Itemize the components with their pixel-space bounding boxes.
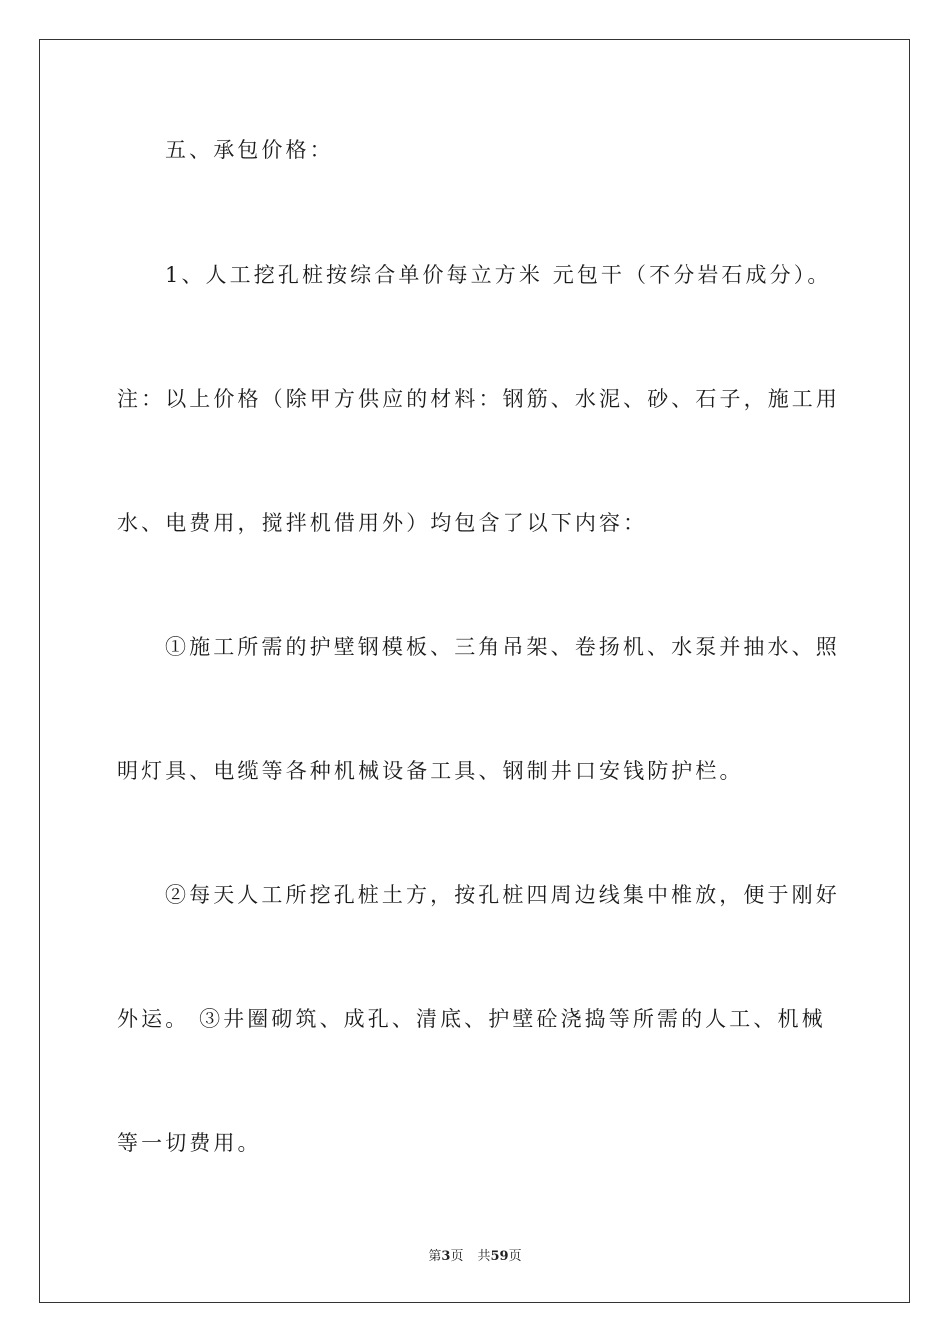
section-heading: 五、承包价格： xyxy=(165,138,334,162)
page-suffix: 页 xyxy=(450,1249,464,1264)
paragraph-line: 明灯具、电缆等各种机械设备工具、钢制井口安钱防护栏。 xyxy=(117,759,744,783)
paragraph-line: ①施工所需的护壁钢模板、三角吊架、卷扬机、水泵并抽水、照 xyxy=(165,635,840,659)
page-footer xyxy=(0,1248,950,1266)
paragraph-line: 等一切费用。 xyxy=(117,1131,262,1155)
total-pages: 59 xyxy=(490,1249,509,1264)
total-suffix: 页 xyxy=(508,1249,522,1264)
page-number: 3 xyxy=(441,1249,451,1264)
paragraph-line: 注：以上价格（除甲方供应的材料：钢筋、水泥、砂、石子，施工用 xyxy=(117,387,840,411)
page-prefix: 第 xyxy=(428,1249,442,1264)
paragraph-line: 水、电费用，搅拌机借用外）均包含了以下内容： xyxy=(117,511,648,535)
paragraph-line: 外运。 ③井圈砌筑、成孔、清底、护壁砼浇捣等所需的人工、机械 xyxy=(117,1007,826,1031)
total-prefix: 共 xyxy=(477,1249,491,1264)
paragraph-line: ②每天人工所挖孔桩土方，按孔桩四周边线集中椎放，便于刚好 xyxy=(165,883,840,907)
page-border xyxy=(39,39,910,1303)
paragraph-line: 1、人工挖孔桩按综合单价每立方米 元包干（不分岩石成分）。 xyxy=(165,263,832,287)
